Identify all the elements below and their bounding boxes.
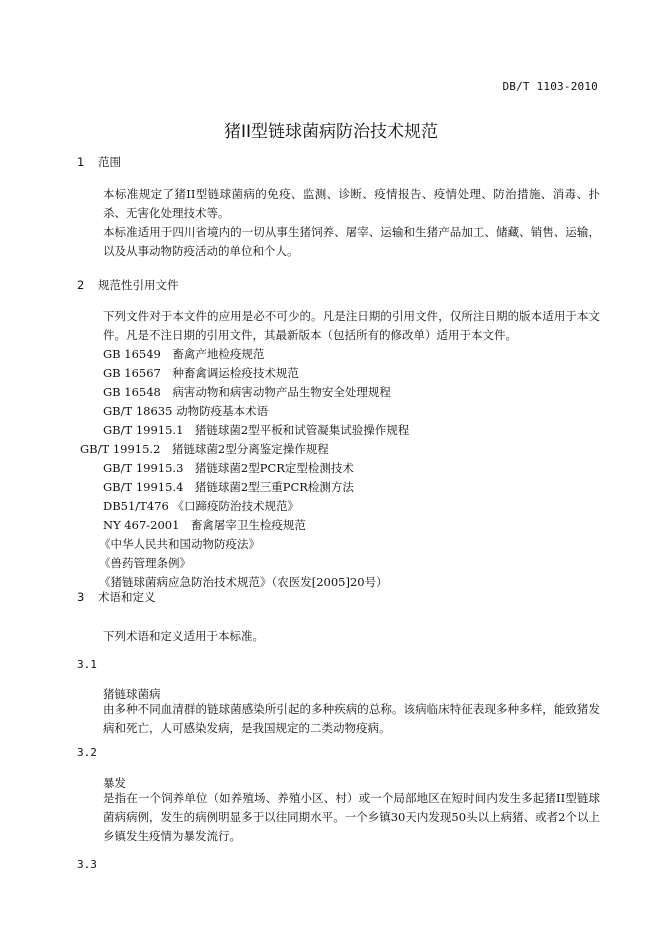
- section-title: 术语和定义: [98, 590, 156, 604]
- reference-item: GB/T 19915.2 猪链球菌2型分离鉴定操作规程: [80, 442, 329, 456]
- section-3-heading: [77, 589, 156, 605]
- reference-item: NY 467-2001 畜禽屠宰卫生检疫规范: [103, 518, 306, 532]
- term-definition: 是指在一个饲养单位（如养殖场、养殖小区、村）或一个局部地区在短时间内发生多起猪II型链球菌病病例，发生的病例明显多于以往同期水平。一个乡镇30天内发现50头以上病猪、或者2个以上乡镇发生疫情为暴发流行。: [103, 791, 600, 843]
- clause-number: 3.1: [77, 658, 97, 671]
- section-number: 2: [77, 278, 85, 292]
- reference-item: GB/T 19915.1 猪链球菌2型平板和试管凝集试验操作规程: [103, 423, 410, 437]
- document-code: DB/T 1103-2010: [502, 80, 598, 93]
- section-number: 3: [77, 590, 85, 604]
- section-1-heading: [77, 154, 121, 170]
- reference-item: GB 16549 畜禽产地检疫规范: [103, 347, 265, 361]
- clause-number: 3.3: [77, 858, 97, 871]
- reference-item: GB 16567 种畜禽调运检疫技术规范: [103, 366, 299, 380]
- page-title: 猪II型链球菌病防治技术规范: [223, 122, 439, 142]
- section-2-intro: 下列文件对于本文件的应用是必不可少的。凡是注日期的引用文件，仅所注日期的版本适用于本文件。凡是不注日期的引用文件，其最新版本（包括所有的修改单）适用于本文件。: [103, 309, 600, 342]
- reference-item: 《中华人民共和国动物防疫法》: [99, 537, 260, 551]
- term-heading: 猪链球菌病: [103, 687, 161, 701]
- section-1-paragraph-2: 本标准适用于四川省境内的一切从事生猪饲养、屠宰、运输和生猪产品加工、储藏、销售、运输，以及从事动物防疫活动的单位和个人。: [103, 225, 600, 258]
- reference-item: GB/T 19915.4 猪链球菌2型三重PCR检测方法: [103, 480, 354, 494]
- section-title: 规范性引用文件: [98, 278, 179, 292]
- section-number: 1: [77, 155, 85, 169]
- term-definition: 由多种不同血清群的链球菌感染所引起的多种疾病的总称。该病临床特征表现多种多样，能致猪发病和死亡，人可感染发病，是我国规定的二类动物疫病。: [103, 702, 600, 735]
- reference-item: GB/T 19915.3 猪链球菌2型PCR定型检测技术: [103, 461, 354, 475]
- reference-item: DB51/T476 《口蹄疫防治技术规范》: [103, 499, 299, 513]
- reference-item: 《猪链球菌病应急防治技术规范》（农医发[2005]20号）: [99, 575, 388, 589]
- section-3-intro: 下列术语和定义适用于本标准。: [103, 629, 264, 643]
- reference-item: GB 16548 病害动物和病害动物产品生物安全处理规程: [103, 385, 391, 399]
- section-1-paragraph-1: 本标准规定了猪II型链球菌病的免疫、监测、诊断、疫情报告、疫情处理、防治措施、消毒、扑杀、无害化处理技术等。: [103, 187, 600, 220]
- section-title: 范围: [98, 155, 121, 169]
- reference-item: GB/T 18635 动物防疫基本术语: [103, 404, 269, 418]
- clause-number: 3.2: [77, 746, 97, 759]
- term-heading: 暴发: [103, 776, 126, 790]
- reference-item: 《兽药管理条例》: [99, 556, 191, 570]
- section-2-heading: [77, 277, 179, 293]
